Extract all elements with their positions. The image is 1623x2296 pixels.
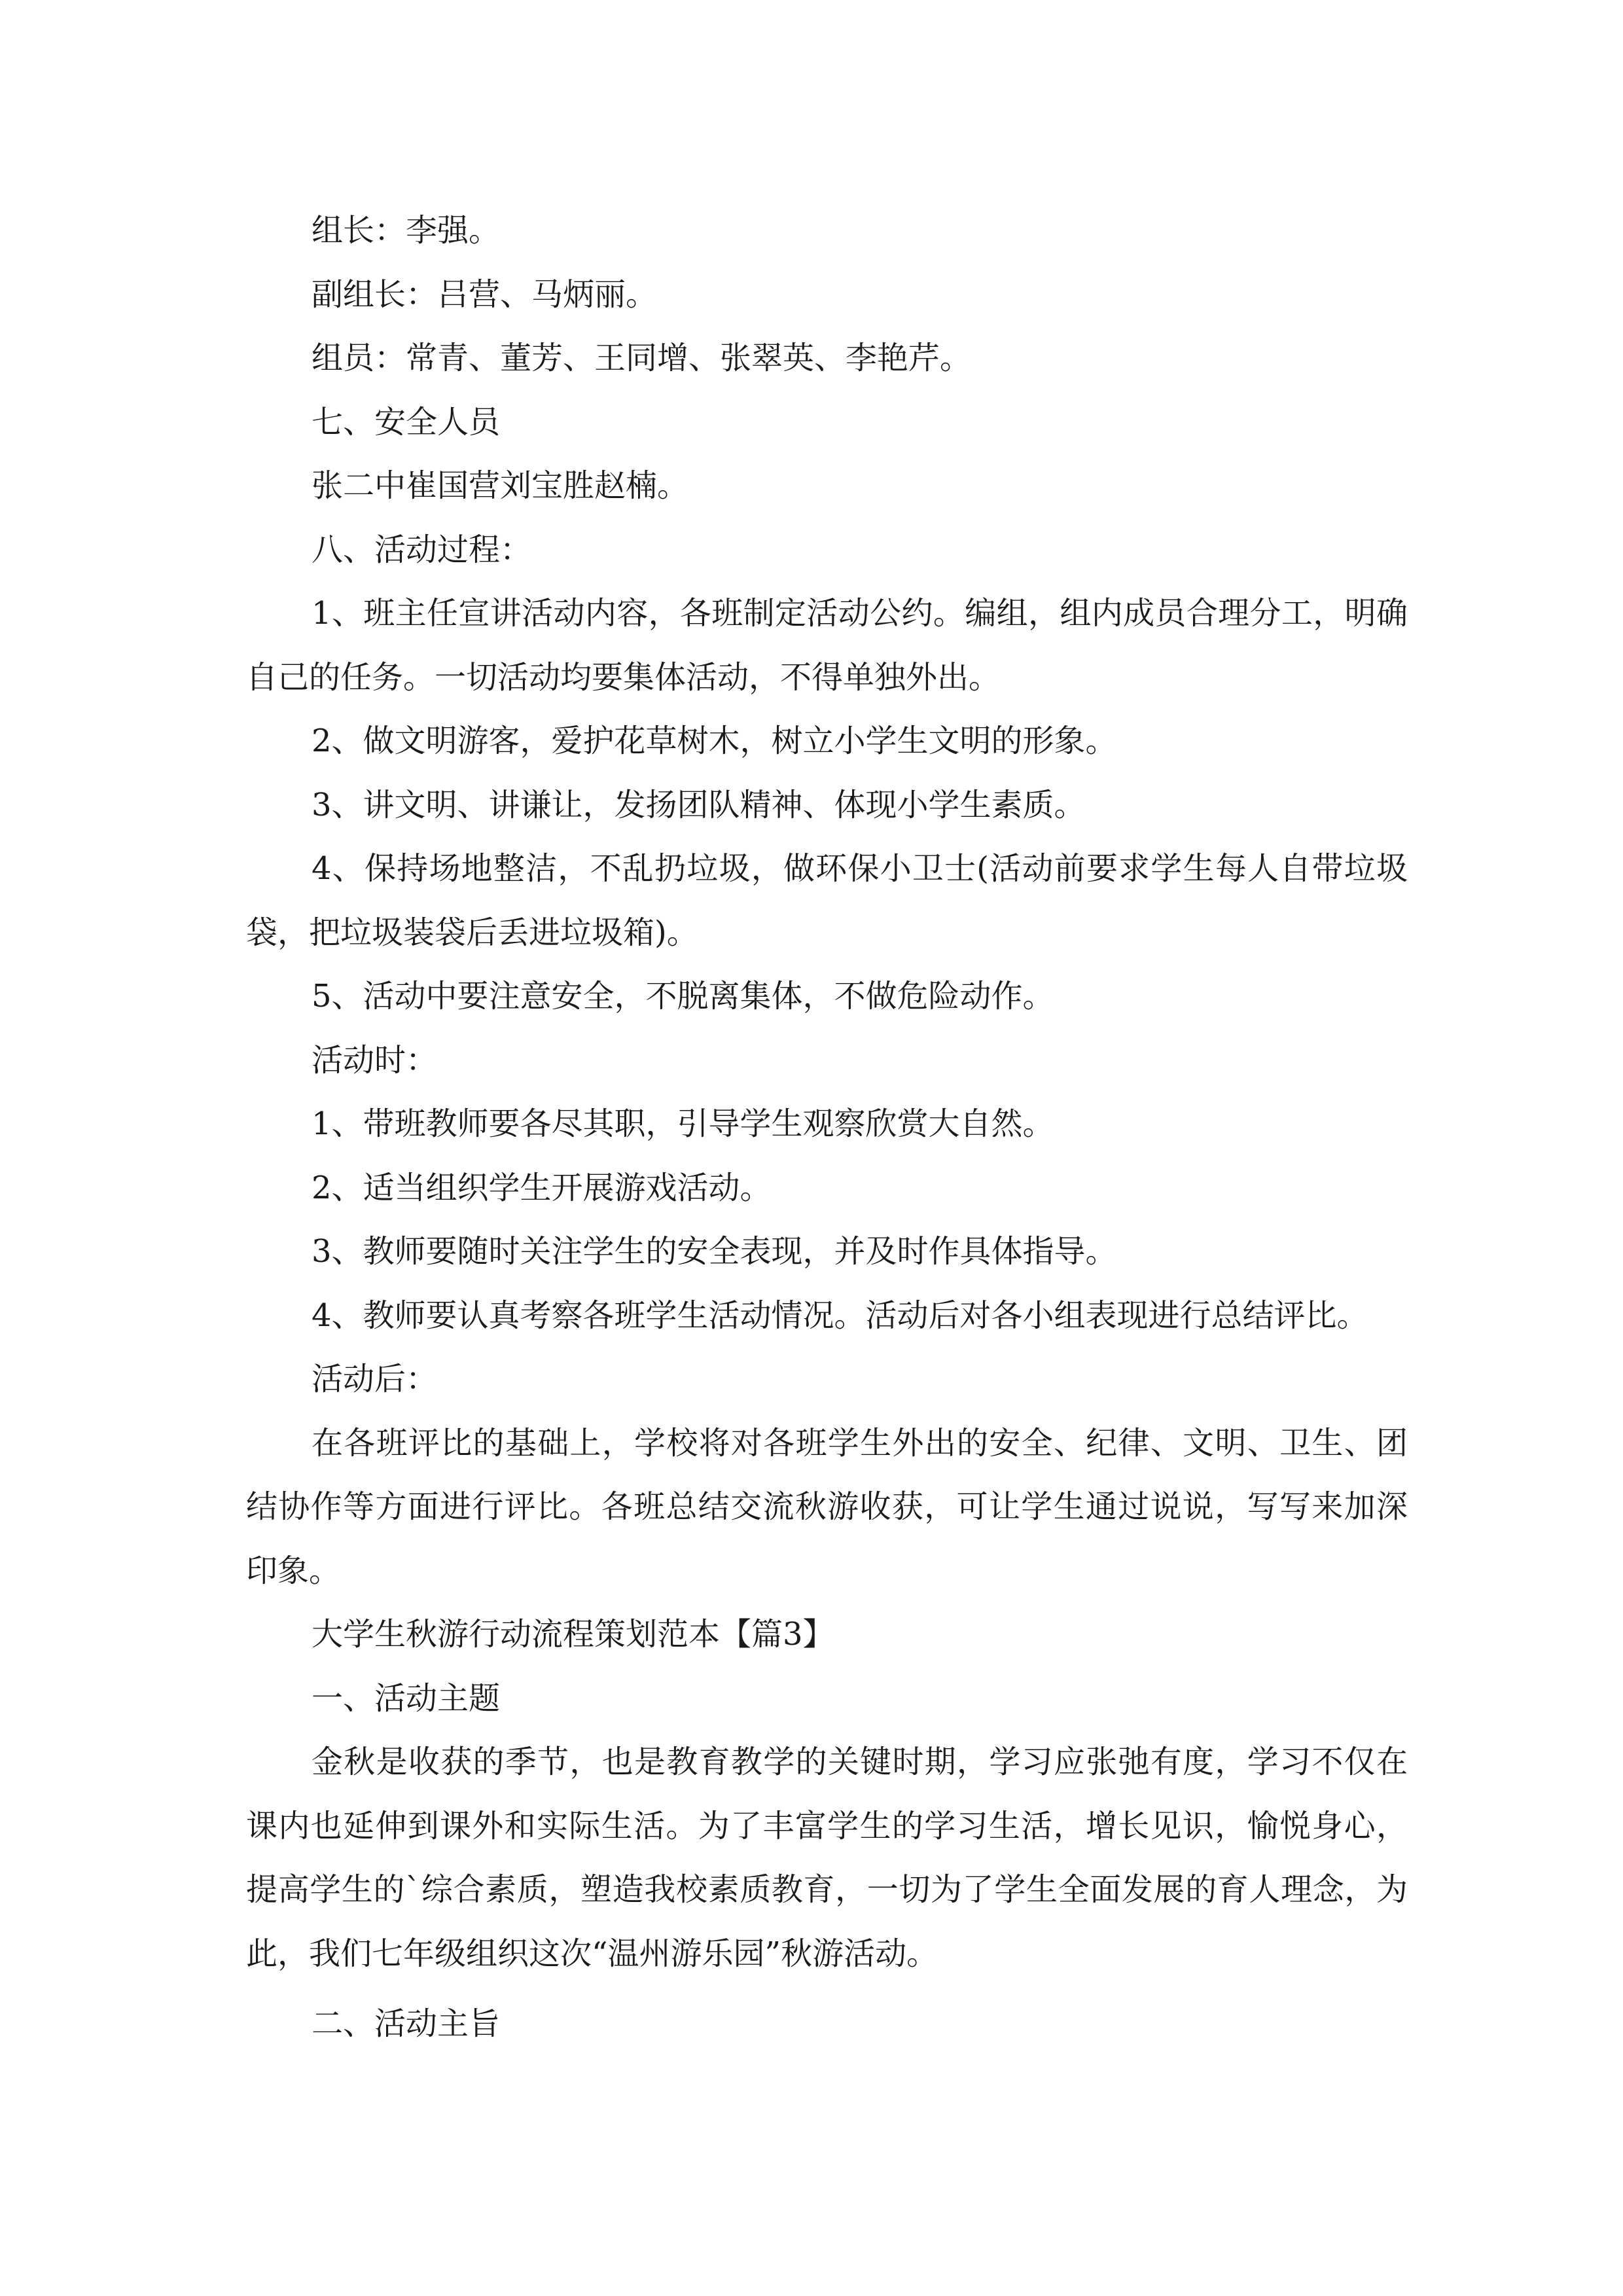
paragraph-activity-theme: 金秋是收获的季节，也是教育教学的关键时期，学习应张弛有度，学习不仅在课内也延伸到课外和实际生活。为了丰富学生的学习生活，增长见识，愉悦身心，提高学生的`综合素质，塑造我校素质教育，一切为了学生全面发展的育人理念，为此，我们七年级组织这次“温州游乐园”秋游活动。 xyxy=(246,1744,1408,1972)
heading-after-activity: 活动后： xyxy=(312,1361,438,1397)
heading-article-3: 大学生秋游行动流程策划范本【篇3】 xyxy=(312,1616,834,1653)
heading-activity-theme: 一、活动主题 xyxy=(312,1679,501,1717)
document-body xyxy=(246,199,1408,2056)
heading-activity-purpose: 二、活动主旨 xyxy=(312,2005,501,2042)
paragraph-after-activity: 在各班评比的基础上，学校将对各班学生外出的安全、纪律、文明、卫生、团结协作等方面进行评比。各班总结交流秋游收获，可让学生通过说说，写写来加深印象。 xyxy=(246,1424,1408,1589)
paragraph-process-item-3: 3、讲文明、讲谦让，发扬团队精神、体现小学生素质。 xyxy=(312,786,1086,823)
heading-during-activity: 活动时： xyxy=(312,1041,438,1079)
paragraph-during-item-4: 4、教师要认真考察各班学生活动情况。活动后对各小组表现进行总结评比。 xyxy=(312,1297,1368,1334)
heading-safety-staff: 七、安全人员 xyxy=(312,403,501,440)
paragraph-safety-staff-names: 张二中崔国营刘宝胜赵楠。 xyxy=(312,467,689,504)
paragraph-during-item-1: 1、带班教师要各尽其职，引导学生观察欣赏大自然。 xyxy=(312,1105,1054,1142)
paragraph-during-item-2: 2、适当组织学生开展游戏活动。 xyxy=(312,1169,772,1206)
paragraph-process-item-1: 1、班主任宣讲活动内容，各班制定活动公约。编组，组内成员合理分工，明确自己的任务。一切活动均要集体活动，不得单独外出。 xyxy=(246,595,1408,696)
paragraph-deputy-leader: 副组长：吕营、马炳丽。 xyxy=(312,276,658,313)
heading-activity-process: 八、活动过程： xyxy=(312,531,532,568)
paragraph-process-item-2: 2、做文明游客，爱护花草树木，树立小学生文明的形象。 xyxy=(312,723,1117,759)
paragraph-team-members: 组员：常青、董芳、王同增、张翠英、李艳芹。 xyxy=(312,340,972,376)
paragraph-process-item-5: 5、活动中要注意安全，不脱离集体，不做危险动作。 xyxy=(312,978,1054,1014)
paragraph-process-item-4: 4、保持场地整洁，不乱扔垃圾，做环保小卫士(活动前要求学生每人自带垃圾袋，把垃圾装袋后丢进垃圾箱)。 xyxy=(246,850,1408,951)
paragraph-team-leader: 组长：李强。 xyxy=(312,212,501,249)
paragraph-during-item-3: 3、教师要随时关注学生的安全表现，并及时作具体指导。 xyxy=(312,1233,1117,1270)
